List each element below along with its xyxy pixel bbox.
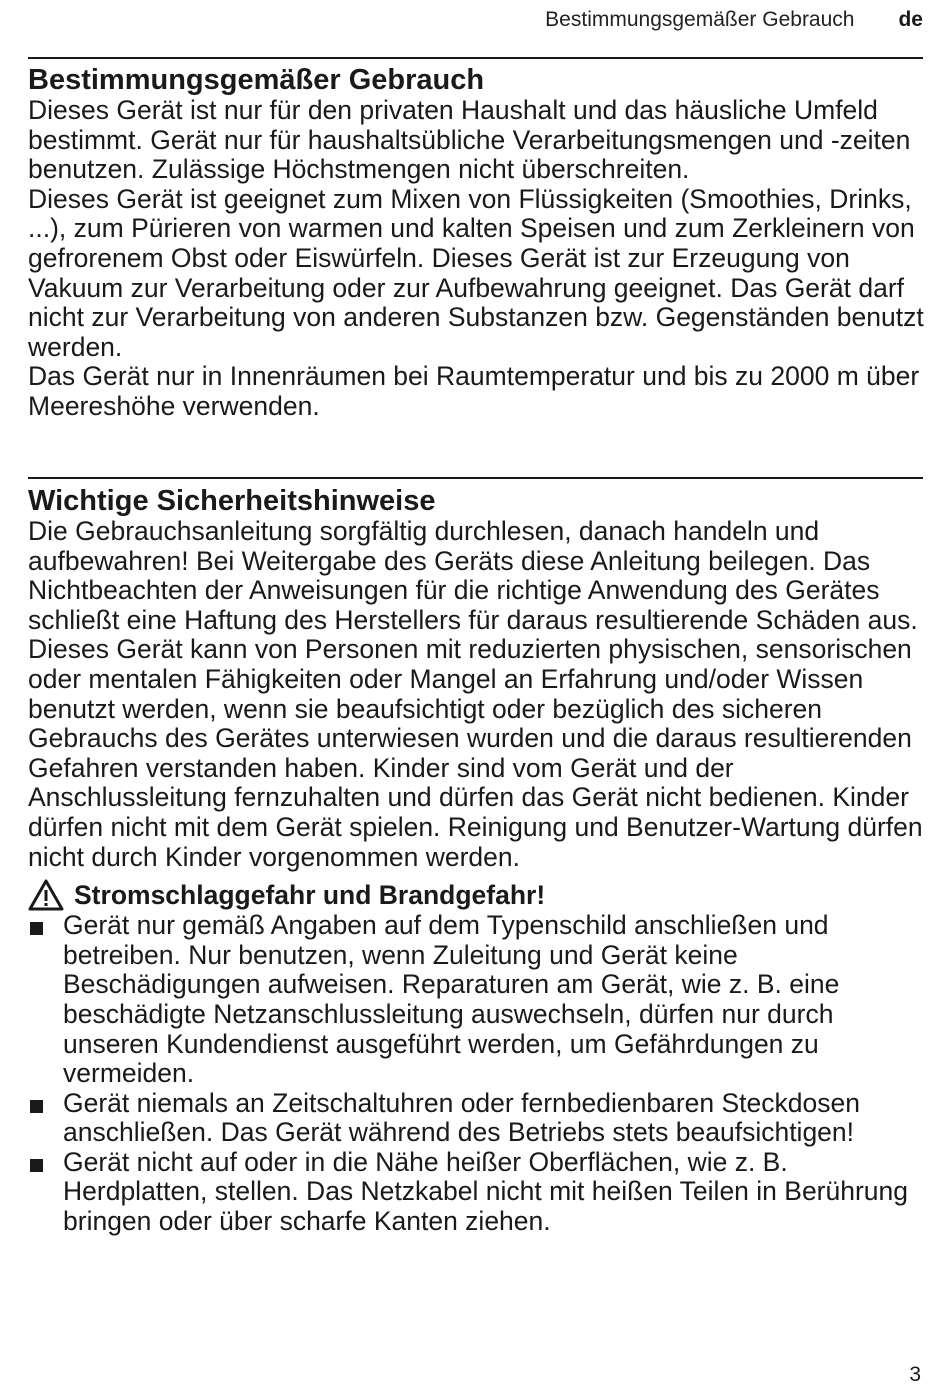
list-item-text: Gerät niemals an Zeitschaltuhren oder fernbedienbaren Steckdosen anschließen. Das Gerät während des Betriebs stets beaufsichtigen! [63,1087,860,1148]
section-divider [28,477,923,479]
paragraph: Dieses Gerät ist nur für den privaten Haushalt und das häusliche Umfeld bestimmt. Gerät nur für haushaltsübliche Verarbeitungsmengen und -zeiten benutzen. Zulässige Höchstmengen nicht überschreiten. [28,95,911,185]
paragraph: Das Gerät nur in Innenräumen bei Raumtemperatur und bis zu 2000 m über Meereshöhe verwenden. [28,361,920,421]
header-title: Bestimmungsgemäßer Gebrauch [545,8,855,31]
paragraph: Dieses Gerät kann von Personen mit reduzierten physischen, sensorischen oder mentalen Fähigkeiten oder Mangel an Erfahrung und/oder Wissen benutzt werden, wenn sie beaufsichtigt oder bezüglich des sicheren Gebrauchs des Gerätes unterwiesen wurden und die daraus resultierenden Gefahren verstanden haben. Kinder sind vom Gerät und der Anschlussleitung fernzuhalten und dürfen das Gerät nicht bedienen. Kinder dürfen nicht mit dem Gerät spielen. Reinigung und Benutzer-Wartung dürfen nicht durch Kinder vorgenommen werden. [28,634,923,872]
bullet-square-icon [30,922,43,935]
list-item [28,911,928,1089]
page-header [28,8,923,32]
section-heading: Wichtige Sicherheitshinweise [28,485,436,517]
list-item-text: Gerät nur gemäß Angaben auf dem Typenschild anschließen und betreiben. Nur benutzen, wenn Zuleitung und Gerät keine Beschädigungen aufweisen. Reparaturen am Gerät, wie z. B. eine beschädigte Netzanschlussleitung auswechseln, dürfen nur durch unseren Kundendienst ausgeführt werden, um Gefährdungen zu vermeiden. [63,910,840,1089]
list-item [28,1089,928,1148]
warning-triangle-icon [28,879,64,911]
list-item [28,1148,928,1237]
warning-heading [28,879,928,911]
paragraph: Dieses Gerät ist geeignet zum Mixen von Flüssigkeiten (Smoothies, Drinks, ...), zum Pürieren von warmen und kalten Speisen und zum Zerkleinern von gefrorenem Obst oder Eiswürfeln. Dieses Gerät ist zur Erzeugung von Vakuum zur Verarbeitung oder zur Aufbewahrung geeignet. Das Gerät darf nicht zur Verarbeitung von anderen Substanzen bzw. Gegenständen benutzt werden. [28,183,924,362]
section-safety-instructions [28,485,928,1237]
warning-list [28,911,928,1237]
section-heading: Bestimmungsgemäßer Gebrauch [28,64,485,96]
section-intended-use [28,64,928,422]
section-divider [28,57,923,59]
bullet-square-icon [30,1100,43,1113]
list-item-text: Gerät nicht auf oder in die Nähe heißer Oberflächen, wie z. B. Herdplatten, stellen. Das Netzkabel nicht mit heißen Teilen in Berührung bringen oder über scharfe Kanten ziehen. [63,1146,909,1237]
language-code: de [898,8,923,31]
paragraph: Die Gebrauchsanleitung sorgfältig durchlesen, danach handeln und aufbewahren! Bei Weitergabe des Geräts diese Anleitung beilegen. Das Nichtbeachten der Anweisungen für die richtige Anwendung des Gerätes schließt eine Haftung des Herstellers für daraus resultierende Schäden aus. [28,516,918,635]
bullet-square-icon [30,1159,43,1172]
warning-heading-text: Stromschlaggefahr und Brandgefahr! [74,880,546,911]
page-number: 3 [909,1363,921,1386]
